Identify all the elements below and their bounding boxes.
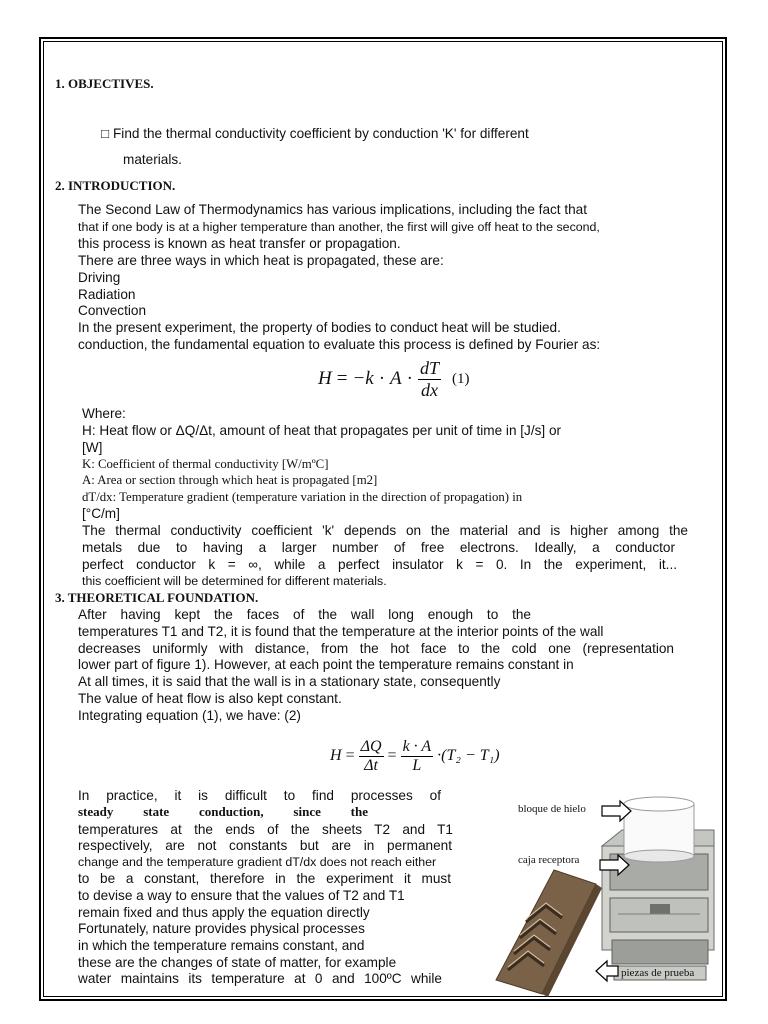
theory-heading: 3. THEORETICAL FOUNDATION. bbox=[55, 590, 259, 605]
practice-line: respectively, are not constants but are in permanent bbox=[78, 838, 452, 853]
gradient-definition: dT/dx: Temperature gradient (temperature variation in the direction of propagation) in bbox=[82, 490, 523, 504]
h-definition: H: Heat flow or ΔQ/Δt, amount of heat that propagates per unit of time in [J/s] or bbox=[82, 423, 562, 438]
practice-line: to devise a way to ensure that the values of T2 and T1 bbox=[78, 888, 405, 903]
gradient-definition-continued: [°C/m] bbox=[82, 506, 120, 521]
theory-line: decreases uniformly with distance, from the hot face to the cold one (representation bbox=[78, 641, 674, 656]
intro-line: Driving bbox=[78, 270, 121, 285]
eq2-numerator-delta: ΔQ bbox=[360, 737, 382, 755]
eq2-equals: = bbox=[387, 747, 397, 764]
heat-flow-equation bbox=[330, 733, 500, 779]
test-pieces-board bbox=[496, 870, 602, 997]
eq2-fraction-delta bbox=[359, 738, 384, 775]
eq1-denominator: dx bbox=[420, 379, 438, 400]
intro-line: conduction, the fundamental equation to evaluate this process is defined by Fourier as: bbox=[78, 337, 601, 352]
objectives-item bbox=[101, 126, 529, 141]
intro-line: There are three ways in which heat is propagated, these are: bbox=[78, 253, 444, 268]
eq1-fraction bbox=[418, 358, 441, 401]
practice-bold-line: steady state conduction, since the bbox=[78, 804, 368, 819]
eq1-numerator: dT bbox=[419, 357, 439, 378]
eq2-fraction-ka bbox=[401, 738, 434, 775]
fourier-equation bbox=[318, 356, 470, 402]
eq2-lhs: H bbox=[330, 747, 342, 764]
eq2-denominator-l: L bbox=[412, 756, 422, 774]
k-paragraph-line: metals due to having a larger number of free electrons. Ideally, a conductor bbox=[82, 540, 675, 555]
eq1-number: (1) bbox=[452, 370, 470, 387]
practice-line: Fortunately, nature provides physical processes bbox=[78, 921, 365, 936]
practice-line: water maintains its temperature at 0 and 100ºC while bbox=[78, 971, 442, 986]
objectives-item-continued: materials. bbox=[123, 152, 182, 167]
figure-label-ice-block: bloque de hielo bbox=[518, 803, 586, 815]
ice-block bbox=[624, 797, 694, 862]
k-paragraph-line: perfect conductor k = ∞, while a perfect insulator k = 0. In the experiment, it... bbox=[82, 557, 677, 572]
eq1-lhs: H bbox=[318, 368, 332, 389]
introduction-heading: 2. INTRODUCTION. bbox=[55, 178, 176, 193]
where-label: Where: bbox=[82, 406, 126, 421]
practice-line: these are the changes of state of matter, for example bbox=[78, 955, 397, 970]
eq1-equals: = bbox=[336, 368, 348, 389]
k-paragraph-line: The thermal conductivity coefficient 'k' depends on the material and is higher among the bbox=[82, 523, 688, 538]
a-definition: A: Area or section through which heat is propagated [m2] bbox=[82, 473, 378, 487]
practice-line: temperatures at the ends of the sheets T2 and T1 bbox=[78, 822, 453, 837]
objectives-heading: 1. OBJECTIVES. bbox=[55, 76, 154, 91]
intro-line: Convection bbox=[78, 303, 147, 318]
practice-line: remain fixed and thus apply the equation directly bbox=[78, 905, 370, 920]
intro-line: this process is known as heat transfer or propagation. bbox=[78, 236, 401, 251]
eq2-temperature-difference: ·(T₂ − T₁) bbox=[437, 747, 500, 764]
eq1-dot: · bbox=[406, 368, 413, 389]
theory-line: At all times, it is said that the wall is in a stationary state, consequently bbox=[78, 674, 501, 689]
k-paragraph-line: this coefficient will be determined for different materials. bbox=[82, 574, 387, 588]
theory-line: Integrating equation (1), we have: (2) bbox=[78, 708, 301, 723]
h-definition-continued: [W] bbox=[82, 440, 103, 455]
practice-line: in which the temperature remains constant, and bbox=[78, 938, 365, 953]
eq2-numerator-ka: k · A bbox=[402, 737, 432, 755]
intro-line: that if one body is at a higher temperature than another, the first will give off heat to the second, bbox=[78, 220, 600, 234]
intro-line: The Second Law of Thermodynamics has various implications, including the fact that bbox=[78, 202, 588, 217]
figure-label-receiving-box: caja receptora bbox=[518, 854, 580, 866]
figure-label-test-pieces: piezas de prueba bbox=[621, 967, 695, 979]
theory-line: temperatures T1 and T2, it is found that the temperature at the interior points of the wall bbox=[78, 624, 604, 639]
theory-line: After having kept the faces of the wall long enough to the bbox=[78, 607, 531, 622]
eq1-area: A bbox=[390, 368, 402, 389]
theory-line: The value of heat flow is also kept constant. bbox=[78, 691, 342, 706]
intro-line: Radiation bbox=[78, 287, 136, 302]
eq2-equals: = bbox=[345, 747, 355, 764]
theory-line: lower part of figure 1). However, at each point the temperature remains constant in bbox=[78, 657, 574, 672]
k-definition: K: Coefficient of thermal conductivity [W/mºC] bbox=[82, 457, 329, 471]
bullet-box-icon: □ bbox=[101, 126, 110, 141]
practice-line: In practice, it is difficult to find processes of bbox=[78, 788, 441, 803]
eq1-minus-k: −k bbox=[352, 368, 374, 389]
objectives-item-text: Find the thermal conductivity coefficient by conduction 'K' for different bbox=[113, 126, 529, 141]
eq2-denominator-delta: Δt bbox=[364, 756, 378, 774]
practice-line: to be a constant, therefore in the experiment it must bbox=[78, 871, 451, 886]
intro-line: In the present experiment, the property of bodies to conduct heat will be studied. bbox=[78, 320, 561, 335]
eq1-dot: · bbox=[378, 368, 386, 389]
practice-line: change and the temperature gradient dT/dx does not reach either bbox=[78, 855, 437, 869]
